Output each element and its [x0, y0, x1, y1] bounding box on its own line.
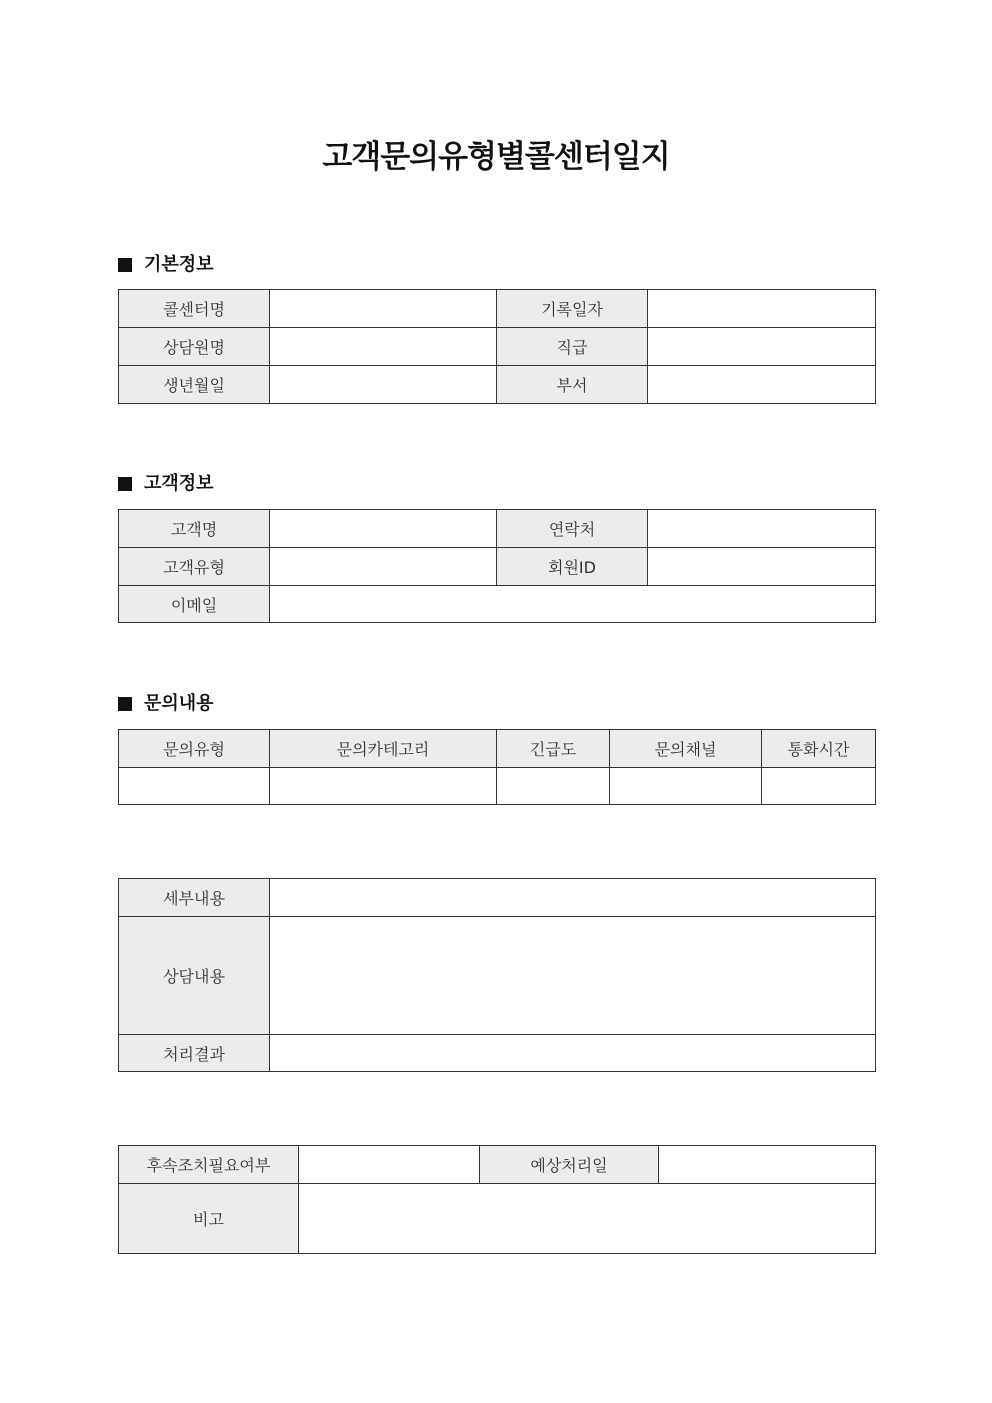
birth-date-field[interactable] [270, 366, 497, 404]
label-position: 직급 [497, 328, 648, 366]
column-header: 문의카테고리 [270, 730, 497, 768]
need-followup-field[interactable] [299, 1146, 480, 1184]
customer-type-field[interactable] [270, 548, 497, 586]
section-heading-inquiry [118, 692, 214, 716]
basic-info-table [118, 289, 876, 404]
square-bullet-icon [118, 477, 132, 491]
label-detail: 세부내용 [119, 879, 270, 917]
call-center-field[interactable] [270, 290, 497, 328]
customer-name-field[interactable] [270, 510, 497, 548]
label-member-id: 회원ID [497, 548, 648, 586]
customer-info-table [118, 509, 876, 623]
label-consult: 상담내용 [119, 917, 270, 1035]
result-field[interactable] [270, 1035, 876, 1072]
label-expected-date: 예상처리일 [480, 1146, 659, 1184]
column-header: 문의유형 [119, 730, 270, 768]
section-heading-customer-label: 고객정보 [144, 473, 214, 494]
inquiry-channel-field[interactable] [610, 768, 762, 805]
section-heading-basic [118, 253, 214, 277]
label-contact: 연락처 [497, 510, 648, 548]
remarks-field[interactable] [299, 1184, 876, 1254]
followup-table [118, 1145, 876, 1254]
inquiry-table [118, 729, 876, 805]
label-counselor: 상담원명 [119, 328, 270, 366]
column-header: 긴급도 [497, 730, 610, 768]
label-call-center: 콜센터명 [119, 290, 270, 328]
member-id-field[interactable] [648, 548, 876, 586]
call-time-field[interactable] [762, 768, 876, 805]
detail-field[interactable] [270, 879, 876, 917]
details-table [118, 878, 876, 1072]
section-heading-basic-label: 기본정보 [144, 254, 214, 275]
label-customer-type: 고객유형 [119, 548, 270, 586]
department-field[interactable] [648, 366, 876, 404]
square-bullet-icon [118, 258, 132, 272]
column-header: 통화시간 [762, 730, 876, 768]
consult-field[interactable] [270, 917, 876, 1035]
label-customer-name: 고객명 [119, 510, 270, 548]
counselor-field[interactable] [270, 328, 497, 366]
record-date-field[interactable] [648, 290, 876, 328]
position-field[interactable] [648, 328, 876, 366]
label-department: 부서 [497, 366, 648, 404]
square-bullet-icon [118, 697, 132, 711]
label-record-date: 기록일자 [497, 290, 648, 328]
label-email: 이메일 [119, 586, 270, 623]
column-header: 문의채널 [610, 730, 762, 768]
expected-date-field[interactable] [659, 1146, 876, 1184]
inquiry-type-field[interactable] [119, 768, 270, 805]
section-heading-customer [118, 472, 214, 496]
label-remarks: 비고 [119, 1184, 299, 1254]
label-birth-date: 생년월일 [119, 366, 270, 404]
contact-field[interactable] [648, 510, 876, 548]
page-title: 고객문의유형별콜센터일지 [322, 139, 670, 175]
label-result: 처리결과 [119, 1035, 270, 1072]
urgency-field[interactable] [497, 768, 610, 805]
inquiry-category-field[interactable] [270, 768, 497, 805]
label-need-followup: 후속조치필요여부 [119, 1146, 299, 1184]
email-field[interactable] [270, 586, 876, 623]
section-heading-inquiry-label: 문의내용 [144, 693, 214, 714]
